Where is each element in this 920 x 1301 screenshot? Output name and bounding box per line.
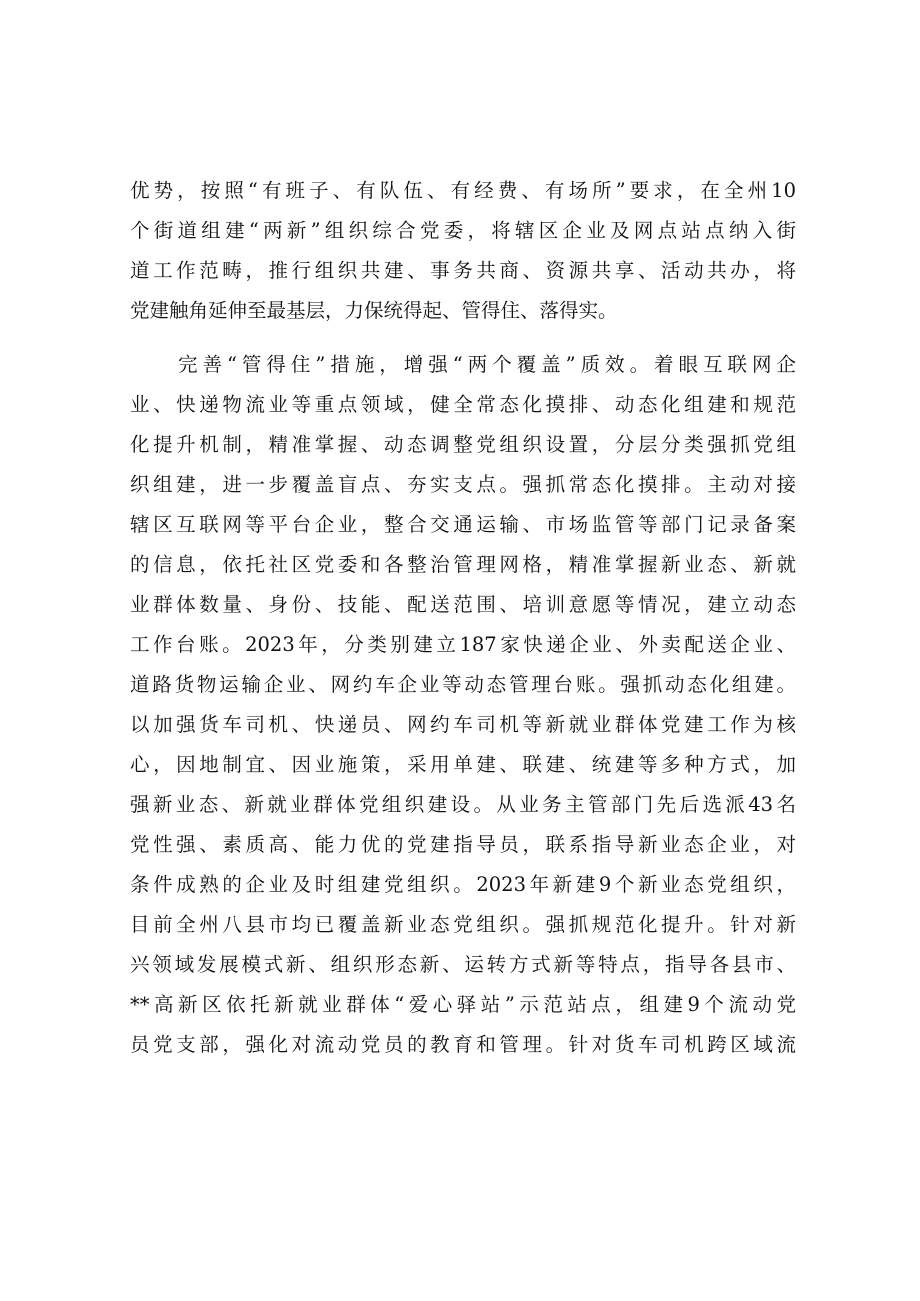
text-line: 道工作范畴，推行组织共建、事务共商、资源共享、活动共办，将	[130, 259, 796, 282]
text-line: 员党支部，强化对流动党员的教育和管理。针对货车司机跨区域流	[130, 1033, 796, 1056]
text-line: 以加强货车司机、快递员、网约车司机等新就业群体党建工作为核	[130, 713, 796, 736]
text-line: 个街道组建“两新”组织综合党委，将辖区企业及网点站点纳入街	[130, 219, 796, 242]
text-line: 道路货物运输企业、网约车企业等动态管理台账。强抓动态化组建。	[130, 673, 796, 696]
text-line: 辖区互联网等平台企业，整合交通运输、市场监管等部门记录备案	[130, 513, 796, 536]
text-line: 兴领域发展模式新、组织形态新、运转方式新等特点，指导各县市、	[130, 953, 796, 976]
text-line: 党建触角延伸至最基层，力保统得起、管得住、落得实。	[130, 299, 618, 322]
text-line: **高新区依托新就业群体“爱心驿站”示范站点，组建9个流动党	[130, 993, 796, 1016]
text-line: 的信息，依托社区党委和各整治管理网格，精准掌握新业态、新就	[130, 553, 796, 576]
text-line: 完善“管得住”措施，增强“两个覆盖”质效。着眼互联网企	[178, 353, 796, 376]
text-line: 目前全州八县市均已覆盖新业态党组织。强抓规范化提升。针对新	[130, 913, 796, 936]
text-line: 条件成熟的企业及时组建党组织。2023年新建9个新业态党组织，	[130, 873, 796, 896]
text-line: 业群体数量、身份、技能、配送范围、培训意愿等情况，建立动态	[130, 593, 796, 616]
text-line: 心，因地制宜、因业施策，采用单建、联建、统建等多种方式，加	[130, 753, 796, 776]
text-line: 工作台账。2023年，分类别建立187家快递企业、外卖配送企业、	[130, 633, 796, 656]
text-line: 强新业态、新就业群体党组织建设。从业务主管部门先后选派43名	[130, 793, 796, 816]
text-line: 业、快递物流业等重点领域，健全常态化摸排、动态化组建和规范	[130, 393, 796, 416]
text-line: 化提升机制，精准掌握、动态调整党组织设置，分层分类强抓党组	[130, 433, 796, 456]
text-line: 党性强、素质高、能力优的党建指导员，联系指导新业态企业，对	[130, 833, 796, 856]
text-line: 织组建，进一步覆盖盲点、夯实支点。强抓常态化摸排。主动对接	[130, 473, 796, 496]
paragraph-2	[130, 345, 796, 1065]
text-line: 优势，按照“有班子、有队伍、有经费、有场所”要求，在全州10	[130, 179, 796, 202]
paragraph-1	[130, 171, 796, 331]
